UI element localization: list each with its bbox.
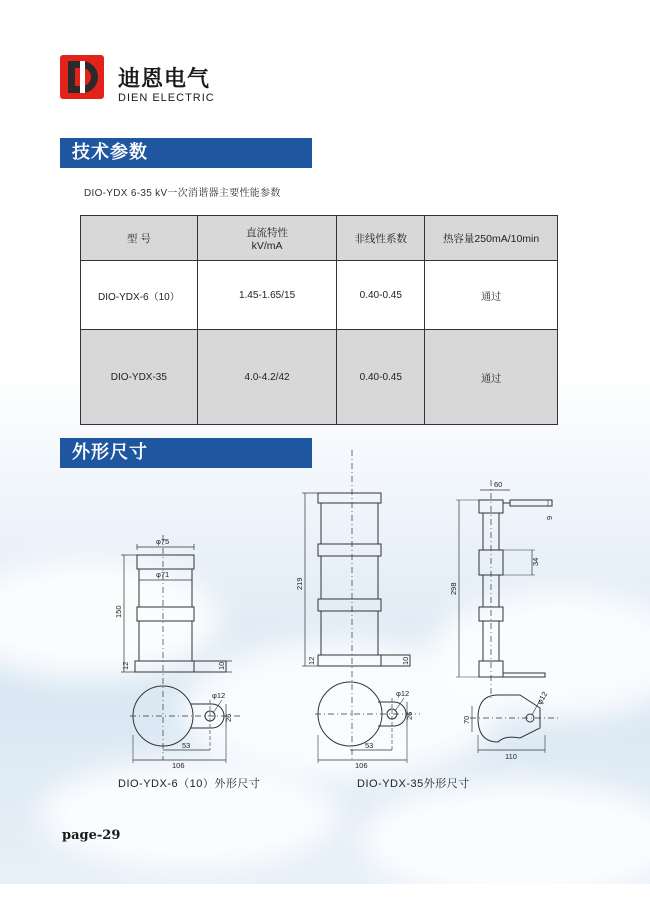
dim-label: φ75	[156, 537, 170, 546]
dim-label: 10	[401, 656, 410, 665]
cell-nonlinear: 0.40-0.45	[337, 330, 425, 425]
header-dc-line2: kV/mA	[251, 239, 283, 252]
page-number: page-29	[62, 828, 121, 843]
dim-label: 26	[224, 713, 233, 722]
dim-label: φ12	[396, 689, 410, 698]
dim-label: 106	[355, 761, 368, 770]
drawing-ydx-35	[302, 450, 420, 763]
dim-label: 9	[545, 515, 554, 520]
cell-heat: 通过	[425, 330, 558, 425]
cell-nonlinear: 0.40-0.45	[337, 261, 425, 330]
caption-ydx-35: DIO-YDX-35外形尺寸	[357, 778, 470, 790]
dim-label: 12	[307, 656, 316, 665]
dim-label: 70	[462, 715, 471, 724]
dim-label: 53	[365, 741, 374, 750]
dim-label: 150	[114, 605, 123, 618]
dim-label: 106	[172, 761, 185, 770]
dim-label: φ12	[534, 690, 550, 706]
dim-label: 60	[494, 480, 503, 489]
dim-label: 10	[217, 661, 226, 670]
dim-label: 298	[449, 582, 458, 595]
section-title-tech-params: 技术参数	[60, 138, 312, 168]
brand-name-cn: 迪恩电气	[118, 67, 211, 92]
dim-label: φ12	[212, 691, 226, 700]
cell-model: DIO-YDX-35	[81, 330, 198, 425]
dim-label: 12	[121, 661, 130, 670]
brand-name-en: DIEN ELECTRIC	[118, 92, 215, 104]
header-model: 型 号	[81, 216, 198, 261]
dim-label: 53	[182, 741, 191, 750]
cell-dc: 1.45-1.65/15	[197, 261, 337, 330]
dim-label: φ71	[156, 570, 170, 579]
dim-label: 110	[505, 752, 517, 761]
cell-dc: 4.0-4.2/42	[197, 330, 337, 425]
header-nonlinear: 非线性系数	[337, 216, 425, 261]
dim-label: 34	[531, 557, 540, 566]
drawing-ydx-6	[121, 535, 240, 763]
header-dc-line1: 直流特性	[246, 226, 289, 239]
section-title-outline: 外形尺寸	[60, 438, 312, 468]
cell-heat: 通过	[425, 261, 558, 330]
dim-label: 219	[295, 577, 304, 590]
caption-ydx-6: DIO-YDX-6（10）外形尺寸	[118, 778, 261, 790]
table-subtitle: DIO-YDX 6-35 kV一次消谐器主要性能参数	[84, 188, 281, 199]
dim-label: 26	[405, 711, 414, 720]
cell-model: DIO-YDX-6（10）	[81, 261, 198, 330]
header-heat: 热容量250mA/10min	[425, 216, 558, 261]
